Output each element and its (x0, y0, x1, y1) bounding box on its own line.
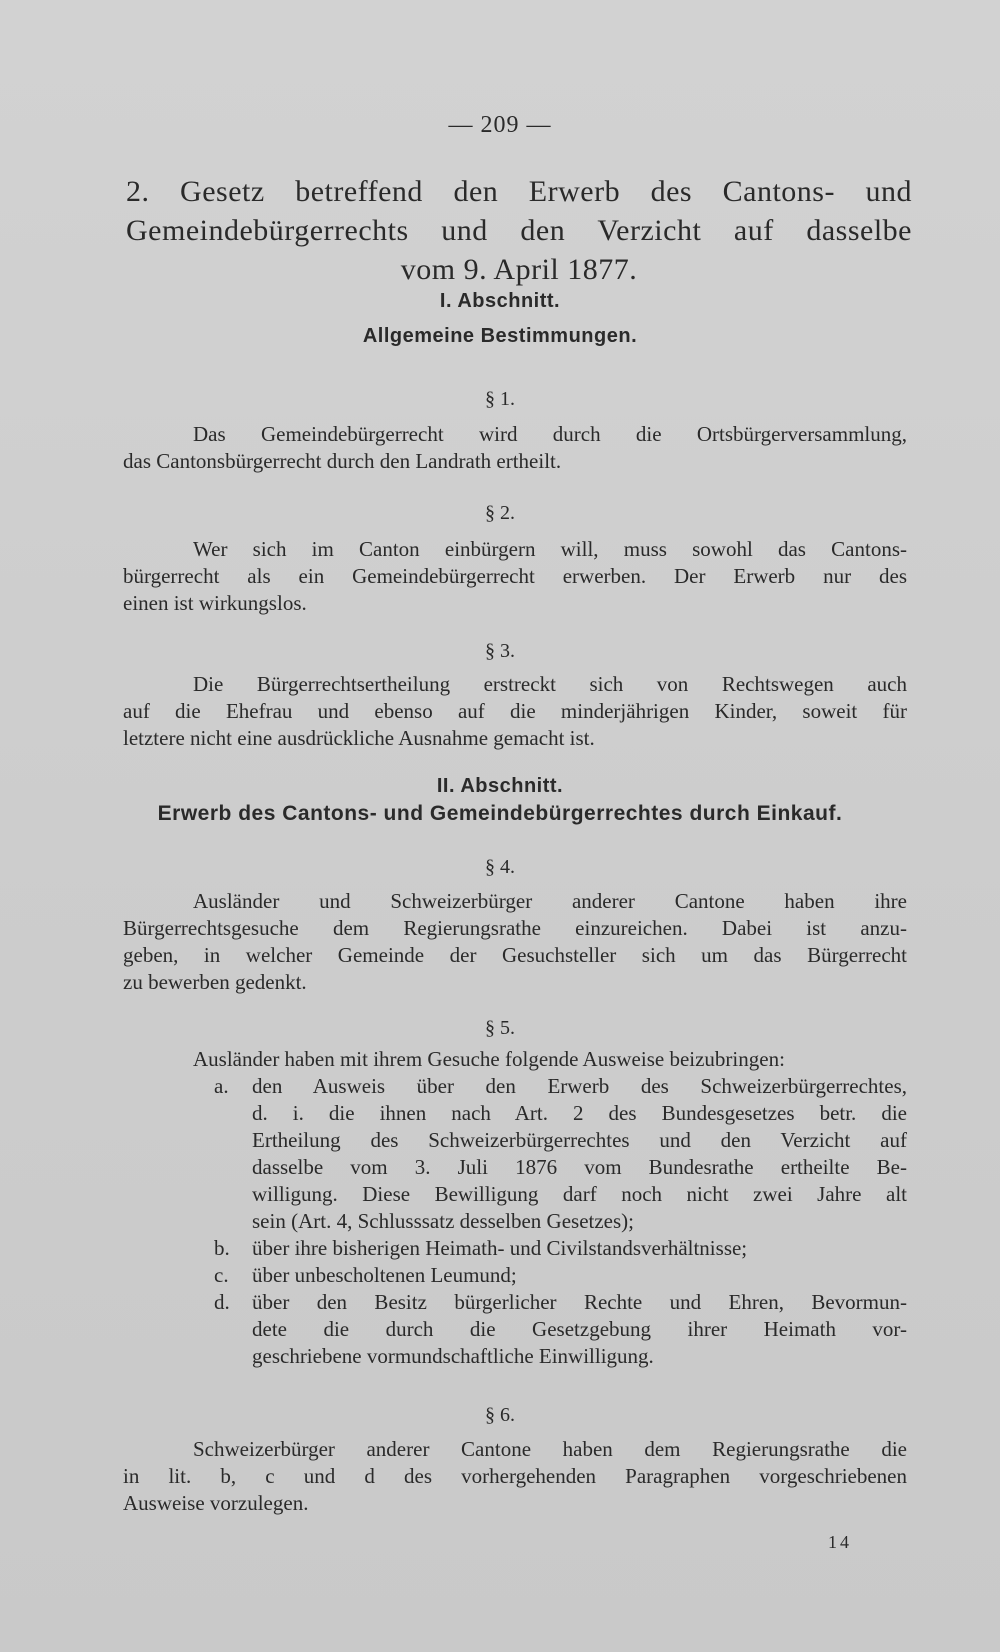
list-item-line: dasselbe vom 3. Juli 1876 vom Bundesrathe ertheilte Be- (252, 1155, 907, 1179)
list-item-line: den Ausweis über den Erwerb des Schweizerbürgerrechtes, (252, 1074, 907, 1098)
paragraph-1-line: das Cantonsbürgerrecht durch den Landrath ertheilt. (123, 449, 562, 473)
paragraph-5-intro-line: Ausländer haben mit ihrem Gesuche folgende Ausweise beizubringen: (193, 1047, 785, 1071)
paragraph-2-line: Wer sich im Canton einbürgern will, muss sowohl das Cantons- (193, 537, 907, 561)
paragraph-6-text (123, 1436, 907, 1517)
paragraph-5-intro (123, 1046, 907, 1073)
paragraph-2-line: bürgerrecht als ein Gemeindebürgerrecht erwerben. Der Erwerb nur des (123, 564, 907, 588)
paragraph-5-list (210, 1073, 907, 1370)
list-item-line: über ihre bisherigen Heimath- und Civilstandsverhältnisse; (252, 1236, 748, 1260)
title-line-3: vom 9. April 1877. (400, 253, 638, 286)
title-line-1: 2. Gesetz betreffend den Erwerb des Cantons- und (126, 175, 912, 208)
paragraph-4-line: Ausländer und Schweizerbürger anderer Cantone haben ihre (193, 889, 907, 913)
paragraph-3-sign: § 3. (485, 640, 515, 662)
paragraph-4-sign: § 4. (485, 856, 515, 878)
paragraph-6-line: Ausweise vorzulegen. (123, 1491, 309, 1515)
paragraph-5-sign: § 5. (485, 1017, 515, 1039)
list-item-line: dete die durch die Gesetzgebung ihrer Heimath vor- (252, 1317, 907, 1341)
list-item-line: sein (Art. 4, Schlusssatz desselben Gesetzes); (252, 1209, 634, 1233)
list-item-line: Ertheilung des Schweizerbürgerrechtes und den Verzicht auf (252, 1128, 907, 1152)
section-2-subheading: Erwerb des Cantons- und Gemeindebürgerrechtes durch Einkauf. (157, 802, 843, 825)
section-2-heading: II. Abschnitt. (436, 775, 564, 797)
list-item-marker: d. (214, 1290, 230, 1314)
paragraph-4-line: geben, in welcher Gemeinde der Gesuchsteller sich um das Bürgerrecht (123, 943, 907, 967)
list-item-marker: b. (214, 1236, 230, 1260)
section-1-heading: I. Abschnitt. (439, 290, 561, 312)
page-number: — 209 — (448, 112, 552, 138)
paragraph-6-sign: § 6. (485, 1404, 515, 1426)
title-line-2: Gemeindebürgerrechts und den Verzicht auf dasselbe (126, 214, 912, 247)
list-item-line: über unbescholtenen Leumund; (252, 1263, 517, 1287)
list-item-line: geschriebene vormundschaftliche Einwilligung. (252, 1344, 654, 1368)
list-item (210, 1289, 907, 1370)
paragraph-3-line: Die Bürgerrechtsertheilung erstreckt sich von Rechtswegen auch (193, 672, 907, 696)
paragraph-2-sign: § 2. (485, 502, 515, 524)
list-item (210, 1073, 907, 1235)
sheet-number: 14 (828, 1532, 852, 1552)
list-item-marker: c. (214, 1263, 229, 1287)
law-title (126, 172, 912, 289)
paragraph-1-sign: § 1. (485, 388, 515, 410)
paragraph-3-line: letztere nicht eine ausdrückliche Ausnahme gemacht ist. (123, 726, 595, 750)
paragraph-4-text (123, 888, 907, 996)
paragraph-1-line: Das Gemeindebürgerrecht wird durch die Ortsbürgerversammlung, (193, 422, 907, 446)
section-1-subheading: Allgemeine Bestimmungen. (362, 325, 638, 347)
paragraph-2-line: einen ist wirkungslos. (123, 591, 307, 615)
paragraph-3-line: auf die Ehefrau und ebenso auf die minderjährigen Kinder, soweit für (123, 699, 907, 723)
list-item-line: über den Besitz bürgerlicher Rechte und Ehren, Bevormun- (252, 1290, 907, 1314)
list-item-line: willigung. Diese Bewilligung darf noch nicht zwei Jahre alt (252, 1182, 907, 1206)
paragraph-4-line: Bürgerrechtsgesuche dem Regierungsrathe einzureichen. Dabei ist anzu- (123, 916, 907, 940)
paragraph-3-text (123, 671, 907, 752)
list-item-line: d. i. die ihnen nach Art. 2 des Bundesgesetzes betr. die (252, 1101, 907, 1125)
paragraph-2-text (123, 536, 907, 617)
list-item (210, 1235, 907, 1262)
paragraph-4-line: zu bewerben gedenkt. (123, 970, 307, 994)
paragraph-1-text (123, 421, 907, 475)
paragraph-6-line: in lit. b, c und d des vorhergehenden Paragraphen vorgeschriebenen (123, 1464, 907, 1488)
list-item (210, 1262, 907, 1289)
paragraph-6-line: Schweizerbürger anderer Cantone haben dem Regierungsrathe die (193, 1437, 907, 1461)
list-item-marker: a. (214, 1074, 229, 1098)
